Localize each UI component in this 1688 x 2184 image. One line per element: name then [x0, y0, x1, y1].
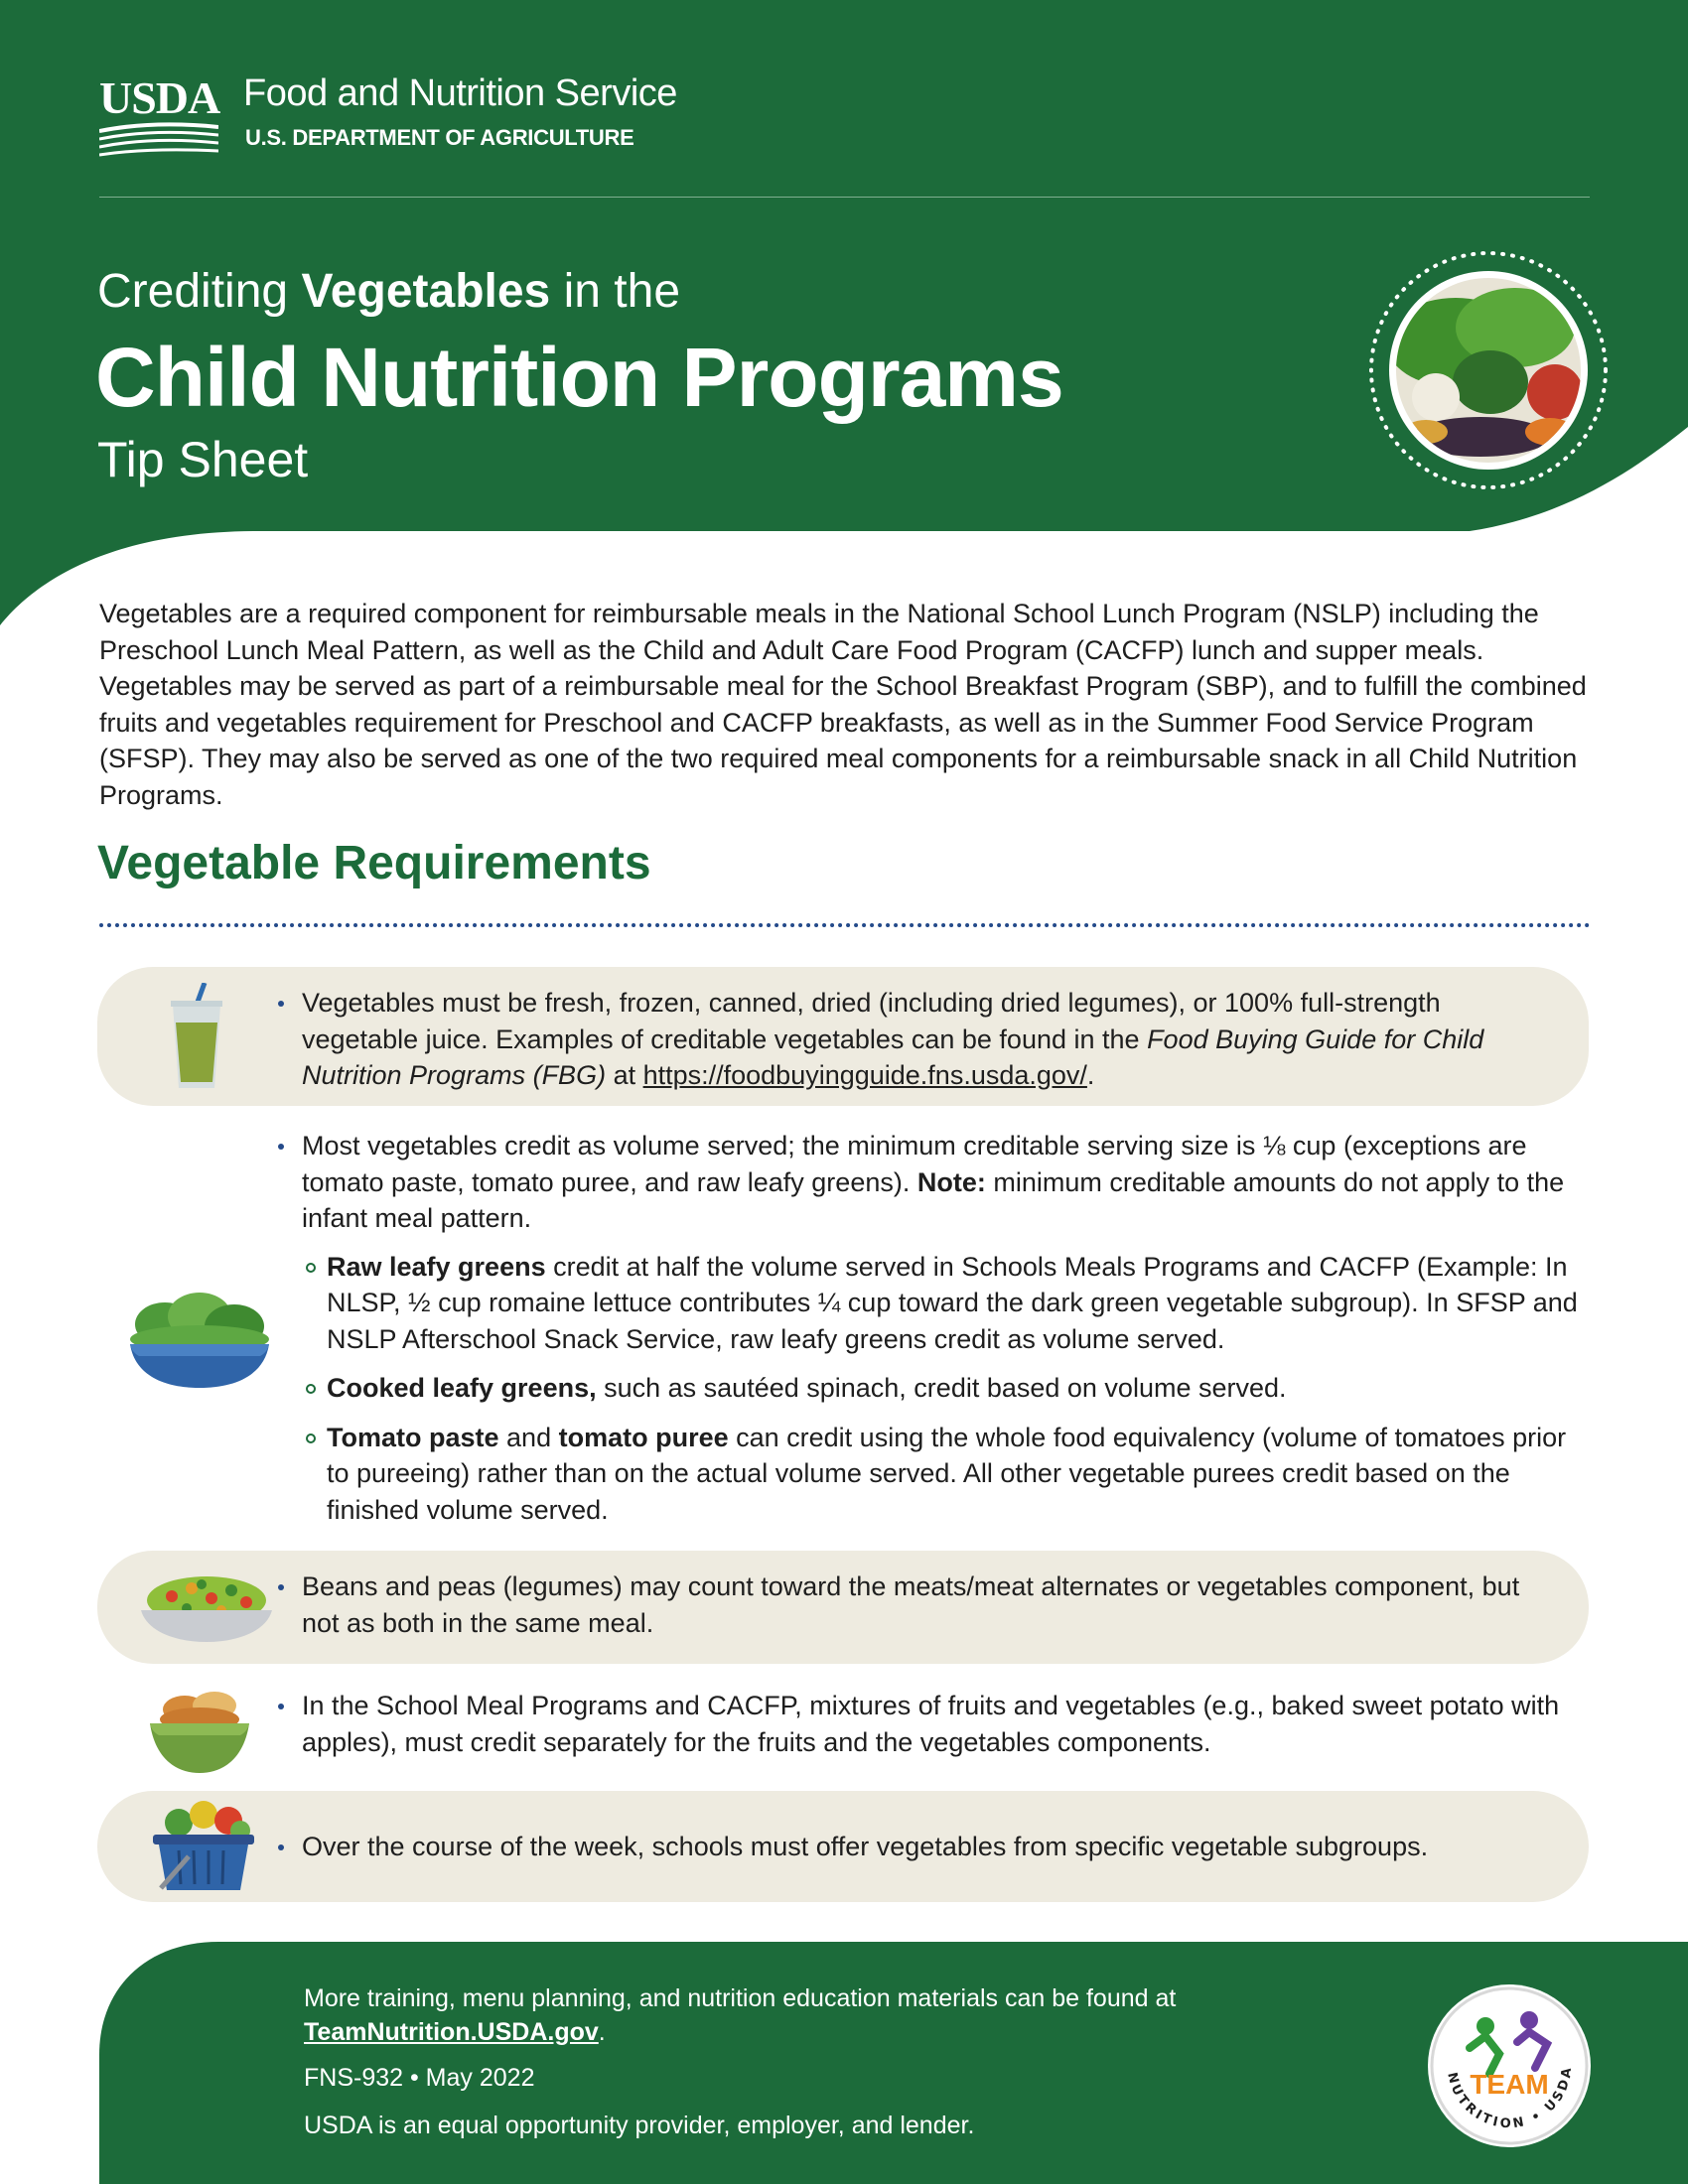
department-name: U.S. DEPARTMENT OF AGRICULTURE — [245, 125, 634, 150]
juice-cup-icon — [167, 983, 226, 1092]
usda-logo-swoosh-icon — [99, 121, 218, 161]
requirement-row-legumes — [97, 1551, 1589, 1664]
salad-bowl-icon — [125, 1285, 274, 1394]
requirement-list — [302, 1569, 1563, 1641]
title-line-1 — [97, 264, 680, 320]
fbg-title: Food Buying Guide for Child Nutrition Programs (FBG) — [302, 1024, 1484, 1090]
sub2-bold: Cooked leafy greens, — [327, 1373, 597, 1403]
req2-text: Most vegetables credit as volume served; the minimum creditable serving size is ⅛ cup (exceptions are tomato paste, tomato puree, and raw leafy greens). — [302, 1131, 1527, 1197]
team-nutrition-logo[interactable] — [1426, 1982, 1593, 2149]
requirement-list — [302, 1829, 1583, 1865]
title-prefix: Crediting — [97, 265, 302, 318]
sub1-bold: Raw leafy greens — [327, 1251, 546, 1282]
list-item — [302, 1128, 1583, 1528]
equal-opportunity-statement: USDA is an equal opportunity provider, employer, and lender. — [304, 2112, 975, 2139]
requirement-list — [302, 1128, 1583, 1541]
intro-paragraph: Vegetables are a required component for reimbursable meals in the National School Lunch Program (NSLP) including the Preschool Lunch Meal Pattern, as well as the Child and Adult Care Food Program (CACFP) lunch and supper meals. Vegetables may be served as part of a reimbursable meal for the School Breakfast Program (SBP), and to fulfill the combined fruits and vegetables requirement for Preschool and CACFP breakfasts, as well as in the Summer Food Service Program (SFSP). They may also be served as one of the two required meal components for a reimbursable snack in all Child Nutrition Programs. — [99, 599, 1587, 810]
usda-logo-text: USDA — [99, 72, 220, 123]
sub-item-cooked-leafy-greens — [327, 1370, 1583, 1407]
req1-text-connector: at — [606, 1060, 643, 1090]
section-divider — [99, 923, 1591, 927]
sub-list — [302, 1249, 1583, 1529]
requirement-row-subgroups — [97, 1791, 1589, 1902]
req2-note-text: minimum creditable amounts do not apply to the infant meal pattern. — [302, 1166, 1565, 1233]
requirement-list — [302, 1688, 1583, 1760]
sub3-bold-b: tomato puree — [558, 1422, 729, 1452]
document-id: FNS-932 • May 2022 — [304, 2064, 535, 2092]
list-item: In the School Meal Programs and CACFP, mixtures of fruits and vegetables (e.g., baked sweet potato with apples), must credit separately for the fruits and the vegetables components. — [302, 1688, 1583, 1760]
requirement-row-volume — [97, 1116, 1589, 1533]
sub3-connector: and — [498, 1422, 559, 1452]
req1-text-end: . — [1086, 1060, 1095, 1090]
page-title: Child Nutrition Programs — [95, 331, 1063, 424]
agency-name: Food and Nutrition Service — [243, 72, 677, 114]
sub3-bold-a: Tomato paste — [327, 1422, 499, 1452]
sub-item-raw-leafy-greens — [327, 1249, 1583, 1358]
team-nutrition-link[interactable]: TeamNutrition.USDA.gov — [304, 2018, 599, 2046]
req1-text: Vegetables must be fresh, frozen, canned, dried (including dried legumes), or 100% full-strength vegetable juice. Examples of creditable vegetables can be found in the — [302, 988, 1441, 1054]
team-logo-ring-path: NUTRITION • USDA — [1444, 2064, 1576, 2132]
sub-item-tomato — [327, 1420, 1583, 1529]
requirement-list — [302, 985, 1563, 1094]
note-label: Note: — [916, 1166, 986, 1197]
title-bold-word: Vegetables — [301, 265, 551, 318]
section-title: Vegetable Requirements — [97, 837, 651, 889]
list-item: Over the course of the week, schools must offer vegetables from specific vegetable subgroups. — [302, 1829, 1583, 1865]
sweet-potato-bowl-icon — [145, 1680, 254, 1779]
footer-line-1: More training, menu planning, and nutrition education materials can be found at — [304, 1984, 1177, 2012]
page-subtitle: Tip Sheet — [97, 432, 309, 487]
vegetables-photo-icon — [1366, 248, 1611, 492]
footer-resources-text — [304, 1981, 1176, 2049]
sub1-text: credit at half the volume served in Schools Meals Programs and CACFP (Example: In NLSP, ½ cup romaine lettuce contributes ¼ cup toward the dark green vegetable subgroup). In SFSP and NSLP Afterschool Snack Service, raw leafy greens credit as volume served. — [327, 1251, 1578, 1354]
list-item — [302, 985, 1563, 1094]
requirement-row-juice — [97, 967, 1589, 1106]
beans-bowl-icon — [137, 1569, 276, 1648]
footer-link-suffix: . — [598, 2018, 606, 2046]
team-logo-word: TEAM — [1470, 2069, 1549, 2100]
vegetable-basket-icon — [149, 1797, 258, 1896]
requirement-row-mixtures — [97, 1676, 1589, 1775]
fbg-link[interactable]: https://foodbuyingguide.fns.usda.gov/ — [642, 1060, 1087, 1090]
sub2-text: such as sautéed spinach, credit based on volume served. — [596, 1373, 1287, 1403]
sub3-text: can credit using the whole food equivalency (volume of tomatoes prior to pureeing) rather than on the actual volume served. All other vegetable purees credit based on the finished volume served. — [327, 1422, 1567, 1525]
header-divider — [99, 197, 1590, 198]
list-item: Beans and peas (legumes) may count toward the meats/meat alternates or vegetables component, but not as both in the same meal. — [302, 1569, 1563, 1641]
title-suffix: in the — [550, 265, 681, 318]
